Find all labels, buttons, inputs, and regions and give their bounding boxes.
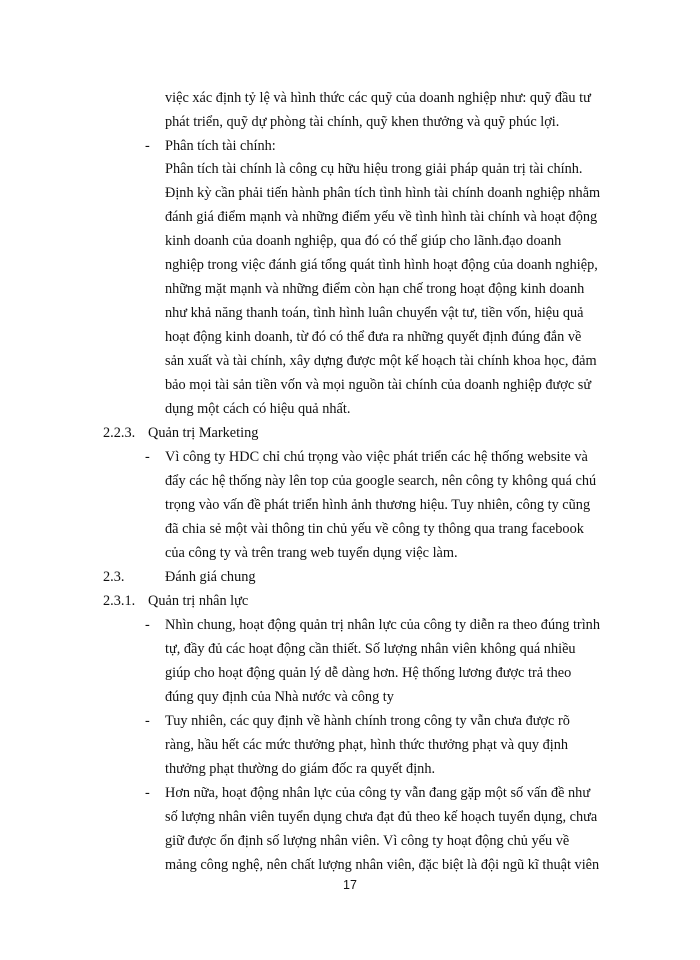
- section-number: 2.3.1.: [103, 593, 136, 609]
- text-line: Định kỳ cần phải tiến hành phân tích tình hình tài chính doanh nghiệp nhằm: [165, 185, 601, 201]
- text-line: dụng một cách có hiệu quả nhất.: [165, 401, 351, 417]
- text-line: Phân tích tài chính là công cụ hữu hiệu trong giải pháp quản trị tài chính.: [165, 161, 583, 177]
- text-line: của công ty và trên trang web tuyển dụng việc làm.: [165, 545, 458, 561]
- text-line: tự, đầy đủ các hoạt động cần thiết. Số lượng nhân viên không quá nhiều: [165, 641, 576, 657]
- text-line: những mặt mạnh và những điểm còn hạn chế trong hoạt động kinh doanh: [165, 281, 585, 297]
- text-line: hoạt động kinh doanh, từ đó có thể đưa ra những quyết định đúng đắn về: [165, 329, 582, 345]
- page-number: 17: [343, 878, 357, 892]
- text-line: phát triển, quỹ dự phòng tài chính, quỹ khen thưởng và quỹ phúc lợi.: [165, 114, 560, 130]
- text-line: số lượng nhân viên tuyển dụng chưa đạt đủ theo kế hoạch tuyển dụng, chưa: [165, 809, 598, 825]
- text-line: ràng, hầu hết các mức thưởng phạt, hình thức thưởng phạt và quy định: [165, 737, 569, 753]
- section-number: 2.3.: [103, 569, 125, 585]
- text-line: đúng quy định của Nhà nước và công ty: [165, 689, 394, 705]
- section-heading: Quản trị Marketing: [148, 425, 259, 441]
- text-line: trọng vào vấn đề phát triển hình ảnh thương hiệu. Tuy nhiên, công ty cũng: [165, 497, 591, 513]
- text-line: bảo mọi tài sản tiền vốn và mọi nguồn tài chính của doanh nghiệp được sử: [165, 377, 592, 393]
- text-line: đánh giá điểm mạnh và những điểm yếu về tình hình tài chính và hoạt động: [165, 209, 598, 225]
- text-line: như khả năng thanh toán, tình hình luân chuyển vật tư, tiền vốn, hiệu quả: [165, 305, 584, 321]
- text-line: thưởng phạt thường do giám đốc ra quyết định.: [165, 761, 436, 777]
- bullet-dash: -: [145, 785, 150, 801]
- text-line: Tuy nhiên, các quy định về hành chính trong công ty vẫn chưa được rõ: [165, 713, 570, 729]
- text-line: Nhìn chung, hoạt động quản trị nhân lực của công ty diễn ra theo đúng trình: [165, 617, 600, 633]
- text-line: giúp cho hoạt động quản lý dễ dàng hơn. Hệ thống lương được trả theo: [165, 665, 572, 681]
- text-line: nghiệp trong việc đánh giá tổng quát tình hình hoạt động của doanh nghiệp,: [165, 257, 598, 273]
- text-line: giữ được ổn định số lượng nhân viên. Vì công ty hoạt động chủ yếu về: [165, 833, 570, 849]
- text-line: đã chia sẻ một vài thông tin chủ yếu về công ty thông qua trang facebook: [165, 521, 584, 537]
- text-line: sản xuất và tài chính, xây dựng được một kế hoạch tài chính khoa học, đảm: [165, 353, 597, 369]
- bullet-dash: -: [145, 449, 150, 465]
- text-line: việc xác định tỷ lệ và hình thức các quỹ của doanh nghiệp như: quỹ đầu tư: [165, 90, 591, 106]
- text-line: Hơn nữa, hoạt động nhân lực của công ty vẫn đang gặp một số vấn đề như: [165, 785, 591, 801]
- text-line: Vì công ty HDC chỉ chú trọng vào việc phát triển các hệ thống website và: [165, 449, 588, 465]
- text-line: kinh doanh của doanh nghiệp, qua đó có thể giúp cho lãnh.đạo doanh: [165, 233, 562, 249]
- text-line: mảng công nghệ, nên chất lượng nhân viên, đặc biệt là đội ngũ kĩ thuật viên: [165, 857, 600, 873]
- bullet-dash: -: [145, 713, 150, 729]
- section-heading: Quản trị nhân lực: [148, 593, 249, 609]
- section-heading: Đánh giá chung: [165, 569, 256, 585]
- section-number: 2.2.3.: [103, 425, 136, 441]
- bullet-dash: -: [145, 617, 150, 633]
- bullet-dash: -: [145, 138, 150, 154]
- text-line: đẩy các hệ thống này lên top của google search, nên công ty không quá chú: [165, 473, 597, 489]
- bullet-title: Phân tích tài chính:: [165, 138, 276, 154]
